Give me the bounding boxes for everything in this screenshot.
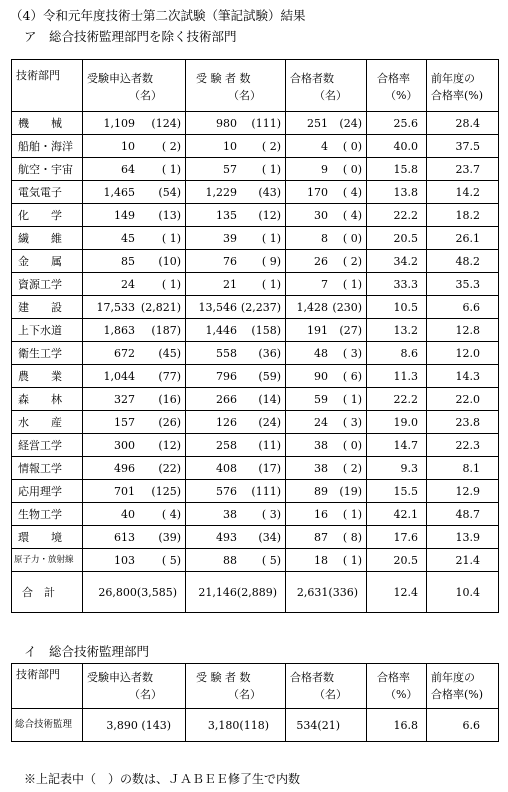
b-applicants: 3,890 (143) [83,709,186,742]
dept-cell: 資源工学 [12,273,83,296]
rate-cell: 42.1 [367,503,427,526]
examinees-cell: 493 (34) [186,526,286,549]
prev-rate-cell: 21.4 [427,549,499,572]
rate-cell: 34.2 [367,250,427,273]
passers-cell: 8 ( 0) [286,227,367,250]
header-b-prev-rate: 前年度の 合格率(%) [427,664,499,709]
dept-cell: 水 産 [12,411,83,434]
table-row [12,158,499,181]
applicants-cell: 40 ( 4) [83,503,186,526]
table-a-total-row [12,572,499,613]
examinees-cell: 1,446 (158) [186,319,286,342]
passers-cell: 38 ( 2) [286,457,367,480]
examinees-cell: 1,229 (43) [186,181,286,204]
examinees-cell: 38 ( 3) [186,503,286,526]
applicants-cell: 85 (10) [83,250,186,273]
passers-cell: 170 ( 4) [286,181,367,204]
table-row [12,112,499,135]
rate-cell: 17.6 [367,526,427,549]
examinees-cell: 980 (111) [186,112,286,135]
table-row [12,503,499,526]
table-row [12,273,499,296]
prev-rate-cell: 28.4 [427,112,499,135]
table-row [12,526,499,549]
table-row [12,342,499,365]
prev-rate-cell: 14.3 [427,365,499,388]
header-prev-rate: 前年度の 合格率(%) [427,60,499,112]
rate-cell: 40.0 [367,135,427,158]
dept-cell: 上下水道 [12,319,83,342]
total-label: 合 計 [12,572,83,613]
rate-cell: 15.8 [367,158,427,181]
passers-cell: 16 ( 1) [286,503,367,526]
rate-cell: 19.0 [367,411,427,434]
header-rate: 合格率 （%） [367,60,427,112]
examinees-cell: 57 ( 1) [186,158,286,181]
dept-cell: 衛生工学 [12,342,83,365]
dept-cell: 経営工学 [12,434,83,457]
table-row [12,135,499,158]
applicants-cell: 45 ( 1) [83,227,186,250]
passers-cell: 7 ( 1) [286,273,367,296]
table-row [12,388,499,411]
passers-cell: 87 ( 8) [286,526,367,549]
passers-cell: 1,428 (230) [286,296,367,319]
examinees-cell: 576 (111) [186,480,286,503]
prev-rate-cell: 12.0 [427,342,499,365]
table-row [12,411,499,434]
results-table-a [11,59,499,613]
dept-cell: 化 学 [12,204,83,227]
table-row [12,480,499,503]
prev-rate-cell: 12.8 [427,319,499,342]
prev-rate-cell: 48.2 [427,250,499,273]
prev-rate-cell: 8.1 [427,457,499,480]
table-b-header [12,664,499,709]
total-rate: 12.4 [367,572,427,613]
prev-rate-cell: 18.2 [427,204,499,227]
rate-cell: 22.2 [367,204,427,227]
dept-cell: 環 境 [12,526,83,549]
applicants-cell: 1,044 (77) [83,365,186,388]
table-row [12,227,499,250]
rate-cell: 20.5 [367,227,427,250]
passers-cell: 4 ( 0) [286,135,367,158]
rate-cell: 10.5 [367,296,427,319]
rate-cell: 13.8 [367,181,427,204]
prev-rate-cell: 35.3 [427,273,499,296]
examinees-cell: 408 (17) [186,457,286,480]
applicants-cell: 1,863 (187) [83,319,186,342]
passers-cell: 90 ( 6) [286,365,367,388]
dept-cell: 原子力・放射線 [12,549,83,572]
prev-rate-cell: 12.9 [427,480,499,503]
header-b-passers: 合格者数 （名） [286,664,367,709]
passers-cell: 18 ( 1) [286,549,367,572]
prev-rate-cell: 48.7 [427,503,499,526]
header-b-dept: 技術部門 [12,664,83,709]
passers-cell: 191 (27) [286,319,367,342]
passers-cell: 59 ( 1) [286,388,367,411]
header-dept: 技術部門 [12,60,83,112]
applicants-cell: 1,465 (54) [83,181,186,204]
dept-cell: 繊 維 [12,227,83,250]
header-applicants: 受験申込者数 （名） [83,60,186,112]
b-prev-rate: 6.6 [427,709,499,742]
b-examinees: 3,180(118) [186,709,286,742]
examinees-cell: 21 ( 1) [186,273,286,296]
total-prev-rate: 10.4 [427,572,499,613]
examinees-cell: 126 (24) [186,411,286,434]
examinees-cell: 13,546 (2,237) [186,296,286,319]
table-row [12,296,499,319]
passers-cell: 30 ( 4) [286,204,367,227]
passers-cell: 38 ( 0) [286,434,367,457]
applicants-cell: 300 (12) [83,434,186,457]
table-a-body [12,112,499,572]
prev-rate-cell: 37.5 [427,135,499,158]
prev-rate-cell: 13.9 [427,526,499,549]
examinees-cell: 258 (11) [186,434,286,457]
dept-cell: 金 属 [12,250,83,273]
dept-cell: 生物工学 [12,503,83,526]
rate-cell: 22.2 [367,388,427,411]
examinees-cell: 10 ( 2) [186,135,286,158]
rate-cell: 25.6 [367,112,427,135]
table-row [12,319,499,342]
total-examinees: 21,146(2,889) [186,572,286,613]
rate-cell: 15.5 [367,480,427,503]
rate-cell: 11.3 [367,365,427,388]
dept-cell: 森 林 [12,388,83,411]
dept-cell: 農 業 [12,365,83,388]
part-b-title: イ 総合技術監理部門 [24,644,150,659]
applicants-cell: 10 ( 2) [83,135,186,158]
prev-rate-cell: 26.1 [427,227,499,250]
passers-cell: 24 ( 3) [286,411,367,434]
examinees-cell: 558 (36) [186,342,286,365]
header-passers: 合格者数 （名） [286,60,367,112]
b-dept: 総合技術監理 [12,709,83,742]
passers-cell: 251 (24) [286,112,367,135]
applicants-cell: 496 (22) [83,457,186,480]
applicants-cell: 327 (16) [83,388,186,411]
applicants-cell: 64 ( 1) [83,158,186,181]
passers-cell: 48 ( 3) [286,342,367,365]
dept-cell: 航空・宇宙 [12,158,83,181]
rate-cell: 33.3 [367,273,427,296]
dept-cell: 建 設 [12,296,83,319]
examinees-cell: 135 (12) [186,204,286,227]
table-row [12,434,499,457]
dept-cell: 情報工学 [12,457,83,480]
table-row [12,549,499,572]
prev-rate-cell: 23.8 [427,411,499,434]
examinees-cell: 266 (14) [186,388,286,411]
passers-cell: 9 ( 0) [286,158,367,181]
header-b-examinees: 受 験 者 数 （名） [186,664,286,709]
prev-rate-cell: 22.0 [427,388,499,411]
applicants-cell: 701 (125) [83,480,186,503]
table-row [12,250,499,273]
b-passers: 534(21) [286,709,367,742]
rate-cell: 9.3 [367,457,427,480]
table-a-header [12,60,499,112]
applicants-cell: 1,109 (124) [83,112,186,135]
passers-cell: 26 ( 2) [286,250,367,273]
dept-cell: 応用理学 [12,480,83,503]
header-b-applicants: 受験申込者数 （名） [83,664,186,709]
applicants-cell: 672 (45) [83,342,186,365]
table-b-row [12,709,499,742]
rate-cell: 14.7 [367,434,427,457]
examinees-cell: 39 ( 1) [186,227,286,250]
applicants-cell: 149 (13) [83,204,186,227]
prev-rate-cell: 22.3 [427,434,499,457]
dept-cell: 電気電子 [12,181,83,204]
part-a-title: ア 総合技術監理部門を除く技術部門 [24,29,237,44]
applicants-cell: 157 (26) [83,411,186,434]
header-b-rate: 合格率 （%） [367,664,427,709]
b-rate: 16.8 [367,709,427,742]
header-examinees: 受 験 者 数 （名） [186,60,286,112]
applicants-cell: 103 ( 5) [83,549,186,572]
table-row [12,204,499,227]
footnote: ※上記表中（ ）の数は、ＪＡＢＥＥ修了生で内数 [24,772,301,786]
table-row [12,457,499,480]
section-title: （4）令和元年度技術士第二次試験（筆記試験）結果 [10,8,306,23]
examinees-cell: 796 (59) [186,365,286,388]
examinees-cell: 88 ( 5) [186,549,286,572]
table-row [12,181,499,204]
total-passers: 2,631(336) [286,572,367,613]
prev-rate-cell: 23.7 [427,158,499,181]
results-table-b [11,663,499,742]
rate-cell: 13.2 [367,319,427,342]
applicants-cell: 24 ( 1) [83,273,186,296]
rate-cell: 20.5 [367,549,427,572]
total-applicants: 26,800(3,585) [83,572,186,613]
applicants-cell: 17,533 (2,821) [83,296,186,319]
prev-rate-cell: 14.2 [427,181,499,204]
table-row [12,365,499,388]
applicants-cell: 613 (39) [83,526,186,549]
passers-cell: 89 (19) [286,480,367,503]
dept-cell: 機 械 [12,112,83,135]
prev-rate-cell: 6.6 [427,296,499,319]
dept-cell: 船舶・海洋 [12,135,83,158]
rate-cell: 8.6 [367,342,427,365]
examinees-cell: 76 ( 9) [186,250,286,273]
